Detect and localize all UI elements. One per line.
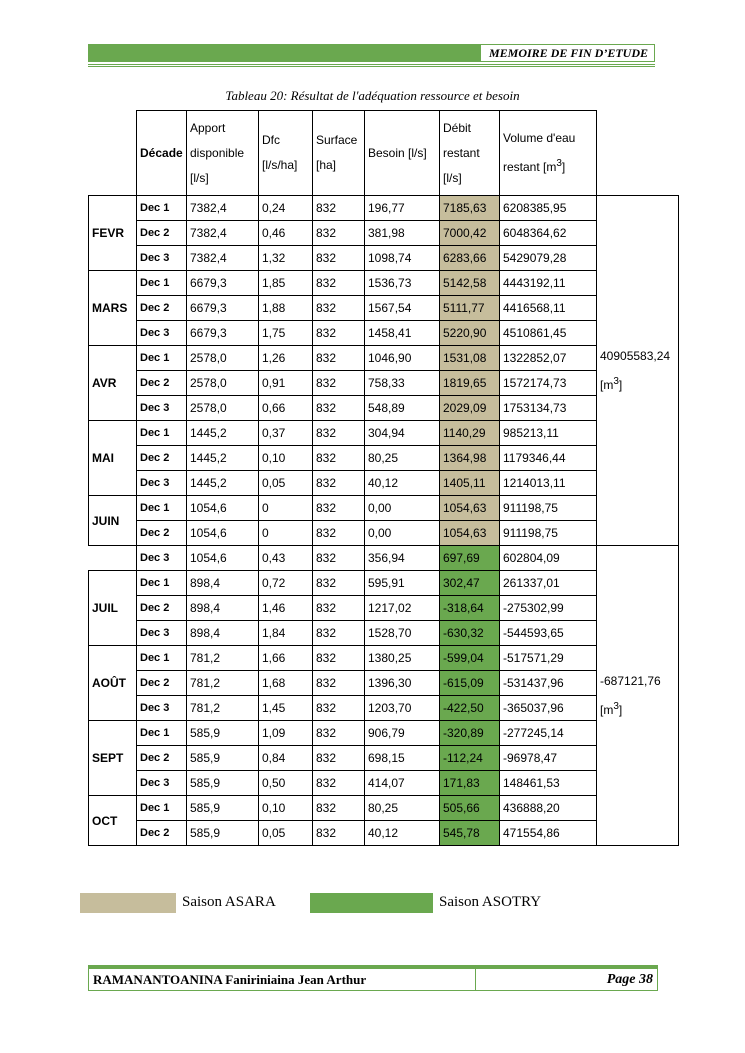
besoin-cell: 1396,30 (365, 671, 440, 696)
header-title: MEMOIRE DE FIN D’ETUDE (480, 44, 655, 62)
debit-cell: -599,04 (440, 646, 500, 671)
apport-cell: 1054,6 (187, 521, 259, 546)
month-cell: AVR (89, 346, 137, 421)
decade-cell: Dec 2 (137, 446, 187, 471)
table-row (89, 646, 679, 671)
dfc-cell: 0,10 (259, 446, 313, 471)
total-volume-unit-sup: 3 (613, 375, 619, 387)
month-cell: JUIN (89, 496, 137, 546)
debit-cell: 1531,08 (440, 346, 500, 371)
month-cell: AOÛT (89, 646, 137, 721)
debit-cell: 5220,90 (440, 321, 500, 346)
surface-cell: 832 (313, 646, 365, 671)
surface-cell: 832 (313, 596, 365, 621)
apport-cell: 1054,6 (187, 496, 259, 521)
volume-cell: -275302,99 (500, 596, 597, 621)
col-header-surface-line2: [ha] (316, 158, 337, 172)
table-row (89, 821, 679, 846)
besoin-cell: 196,77 (365, 196, 440, 221)
decade-cell: Dec 3 (137, 696, 187, 721)
apport-cell: 781,2 (187, 696, 259, 721)
apport-cell: 898,4 (187, 596, 259, 621)
dfc-cell: 1,88 (259, 296, 313, 321)
decade-cell: Dec 3 (137, 321, 187, 346)
decade-cell: Dec 1 (137, 646, 187, 671)
debit-cell: 5142,58 (440, 271, 500, 296)
total-volume-cell (597, 546, 679, 846)
decade-cell: Dec 1 (137, 721, 187, 746)
debit-cell: 505,66 (440, 796, 500, 821)
debit-cell: 1405,11 (440, 471, 500, 496)
dfc-cell: 0,43 (259, 546, 313, 571)
col-header-decade: Décade (137, 111, 187, 196)
apport-cell: 1054,6 (187, 546, 259, 571)
table-row (89, 621, 679, 646)
volume-cell: -365037,96 (500, 696, 597, 721)
volume-cell: -531437,96 (500, 671, 597, 696)
decade-cell: Dec 2 (137, 821, 187, 846)
debit-cell: 302,47 (440, 571, 500, 596)
footer-page-number: Page 38 (606, 972, 653, 987)
dfc-cell: 0,50 (259, 771, 313, 796)
apport-cell: 2578,0 (187, 346, 259, 371)
debit-cell: -320,89 (440, 721, 500, 746)
col-header-debit-line3: [l/s] (443, 170, 462, 185)
legend-swatch-asara (80, 893, 176, 913)
debit-cell: -318,64 (440, 596, 500, 621)
apport-cell: 898,4 (187, 571, 259, 596)
volume-cell: 6048364,62 (500, 221, 597, 246)
dfc-cell: 0 (259, 496, 313, 521)
header-blank-right (597, 111, 679, 196)
decade-cell: Dec 2 (137, 746, 187, 771)
volume-cell: 471554,86 (500, 821, 597, 846)
col-header-debit (440, 111, 500, 196)
table-row (89, 296, 679, 321)
dfc-cell: 0,91 (259, 371, 313, 396)
decade-cell: Dec 1 (137, 271, 187, 296)
decade-cell: Dec 2 (137, 521, 187, 546)
volume-cell: 4510861,45 (500, 321, 597, 346)
col-header-apport-line1: Apport (190, 120, 226, 135)
volume-cell: 1214013,11 (500, 471, 597, 496)
besoin-cell: 356,94 (365, 546, 440, 571)
besoin-cell: 381,98 (365, 221, 440, 246)
dfc-cell: 0,72 (259, 571, 313, 596)
decade-cell: Dec 3 (137, 546, 187, 571)
table-row (89, 546, 679, 571)
apport-cell: 585,9 (187, 796, 259, 821)
dfc-cell: 1,45 (259, 696, 313, 721)
dfc-cell: 1,46 (259, 596, 313, 621)
debit-cell: 1819,65 (440, 371, 500, 396)
volume-cell: 6208385,95 (500, 196, 597, 221)
col-header-volume-close: ] (561, 160, 566, 174)
volume-cell: 1753134,73 (500, 396, 597, 421)
surface-cell: 832 (313, 721, 365, 746)
apport-cell: 585,9 (187, 771, 259, 796)
debit-cell: -615,09 (440, 671, 500, 696)
besoin-cell: 906,79 (365, 721, 440, 746)
besoin-cell: 80,25 (365, 446, 440, 471)
apport-cell: 6679,3 (187, 296, 259, 321)
decade-cell: Dec 1 (137, 346, 187, 371)
decade-cell: Dec 3 (137, 246, 187, 271)
volume-cell: 1572174,73 (500, 371, 597, 396)
apport-cell: 2578,0 (187, 371, 259, 396)
surface-cell: 832 (313, 746, 365, 771)
decade-cell: Dec 3 (137, 396, 187, 421)
decade-cell: Dec 1 (137, 196, 187, 221)
table-row (89, 596, 679, 621)
decade-cell: Dec 1 (137, 496, 187, 521)
besoin-cell: 758,33 (365, 371, 440, 396)
besoin-cell: 1203,70 (365, 696, 440, 721)
table-row (89, 471, 679, 496)
surface-cell: 832 (313, 196, 365, 221)
dfc-cell: 1,84 (259, 621, 313, 646)
col-header-dfc-line1: Dfc (262, 133, 280, 147)
apport-cell: 1445,2 (187, 446, 259, 471)
month-cell: MARS (89, 271, 137, 346)
dfc-cell: 0,37 (259, 421, 313, 446)
month-cell: SEPT (89, 721, 137, 796)
besoin-cell: 1528,70 (365, 621, 440, 646)
dfc-cell: 1,09 (259, 721, 313, 746)
col-header-besoin: Besoin [l/s] (365, 111, 440, 196)
decade-cell: Dec 1 (137, 796, 187, 821)
surface-cell: 832 (313, 796, 365, 821)
besoin-cell: 1380,25 (365, 646, 440, 671)
surface-cell: 832 (313, 421, 365, 446)
surface-cell: 832 (313, 521, 365, 546)
decade-cell: Dec 1 (137, 421, 187, 446)
decade-cell: Dec 3 (137, 471, 187, 496)
month-cell: OCT (89, 796, 137, 846)
besoin-cell: 595,91 (365, 571, 440, 596)
besoin-cell: 1567,54 (365, 296, 440, 321)
surface-cell: 832 (313, 821, 365, 846)
volume-cell: -517571,29 (500, 646, 597, 671)
month-cell: FEVR (89, 196, 137, 271)
table-header-row (89, 111, 679, 196)
surface-cell: 832 (313, 571, 365, 596)
surface-cell: 832 (313, 771, 365, 796)
table-row (89, 696, 679, 721)
table-row (89, 321, 679, 346)
table-row (89, 721, 679, 746)
dfc-cell: 0,46 (259, 221, 313, 246)
besoin-cell: 0,00 (365, 496, 440, 521)
dfc-cell: 0,66 (259, 396, 313, 421)
table-row (89, 771, 679, 796)
debit-cell: 1364,98 (440, 446, 500, 471)
debit-cell: 7000,42 (440, 221, 500, 246)
besoin-cell: 1217,02 (365, 596, 440, 621)
volume-cell: 5429079,28 (500, 246, 597, 271)
debit-cell: 1054,63 (440, 521, 500, 546)
decade-cell: Dec 2 (137, 371, 187, 396)
debit-cell: 6283,66 (440, 246, 500, 271)
table-row (89, 746, 679, 771)
col-header-volume (500, 111, 597, 196)
dfc-cell: 0 (259, 521, 313, 546)
surface-cell: 832 (313, 696, 365, 721)
dfc-cell: 1,32 (259, 246, 313, 271)
apport-cell: 7382,4 (187, 221, 259, 246)
apport-cell: 585,9 (187, 746, 259, 771)
dfc-cell: 1,68 (259, 671, 313, 696)
table-row (89, 346, 679, 371)
apport-cell: 6679,3 (187, 321, 259, 346)
besoin-cell: 1046,90 (365, 346, 440, 371)
table-row (89, 571, 679, 596)
surface-cell: 832 (313, 496, 365, 521)
apport-cell: 7382,4 (187, 246, 259, 271)
debit-cell: 2029,09 (440, 396, 500, 421)
total-volume-value: 40905583,24 (600, 348, 671, 363)
apport-cell: 6679,3 (187, 271, 259, 296)
volume-cell: 148461,53 (500, 771, 597, 796)
surface-cell: 832 (313, 471, 365, 496)
table-row (89, 271, 679, 296)
table-row (89, 671, 679, 696)
besoin-cell: 1098,74 (365, 246, 440, 271)
dfc-cell: 0,05 (259, 821, 313, 846)
col-header-apport (187, 111, 259, 196)
surface-cell: 832 (313, 546, 365, 571)
dfc-cell: 0,84 (259, 746, 313, 771)
volume-cell: 1179346,44 (500, 446, 597, 471)
dfc-cell: 0,10 (259, 796, 313, 821)
total-volume-cell (597, 196, 679, 546)
besoin-cell: 80,25 (365, 796, 440, 821)
dfc-cell: 0,05 (259, 471, 313, 496)
legend-label-asotry: Saison ASOTRY (439, 894, 542, 910)
apport-cell: 7382,4 (187, 196, 259, 221)
volume-cell: 4443192,11 (500, 271, 597, 296)
surface-cell: 832 (313, 671, 365, 696)
volume-cell: 602804,09 (500, 546, 597, 571)
col-header-volume-line1: Volume d'eau (503, 131, 576, 145)
month-cell: MAI (89, 421, 137, 496)
table-row (89, 196, 679, 221)
total-volume-unit: [m (600, 377, 614, 392)
decade-cell: Dec 3 (137, 621, 187, 646)
decade-cell: Dec 2 (137, 596, 187, 621)
debit-cell: -630,32 (440, 621, 500, 646)
volume-cell: 4416568,11 (500, 296, 597, 321)
decade-cell: Dec 2 (137, 221, 187, 246)
besoin-cell: 698,15 (365, 746, 440, 771)
apport-cell: 898,4 (187, 621, 259, 646)
apport-cell: 585,9 (187, 721, 259, 746)
table-row (89, 446, 679, 471)
debit-cell: -422,50 (440, 696, 500, 721)
col-header-volume-line2: restant [m (503, 160, 557, 174)
surface-cell: 832 (313, 621, 365, 646)
legend-label-asara: Saison ASARA (182, 894, 276, 910)
debit-cell: 545,78 (440, 821, 500, 846)
col-header-debit-line1: Débit (443, 120, 472, 135)
table-caption: Tableau 20: Résultat de l'adéquation ressource et besoin (225, 88, 520, 103)
besoin-cell: 1536,73 (365, 271, 440, 296)
apport-cell: 1445,2 (187, 471, 259, 496)
table-row (89, 396, 679, 421)
header-rule (88, 64, 655, 67)
volume-cell: 261337,01 (500, 571, 597, 596)
debit-cell: 1054,63 (440, 496, 500, 521)
table-row (89, 521, 679, 546)
debit-cell: 1140,29 (440, 421, 500, 446)
besoin-cell: 1458,41 (365, 321, 440, 346)
apport-cell: 1445,2 (187, 421, 259, 446)
col-header-surface-line1: Surface (316, 133, 358, 147)
volume-cell: 911198,75 (500, 521, 597, 546)
dfc-cell: 1,66 (259, 646, 313, 671)
total-volume-unit: [m (600, 702, 614, 717)
table-row (89, 796, 679, 821)
volume-cell: -544593,65 (500, 621, 597, 646)
table-row (89, 221, 679, 246)
col-header-dfc (259, 111, 313, 196)
dfc-cell: 1,85 (259, 271, 313, 296)
surface-cell: 832 (313, 321, 365, 346)
apport-cell: 2578,0 (187, 396, 259, 421)
surface-cell: 832 (313, 271, 365, 296)
col-header-dfc-line2: [l/s/ha] (262, 158, 298, 172)
decade-cell: Dec 2 (137, 296, 187, 321)
apport-cell: 585,9 (187, 821, 259, 846)
decade-cell: Dec 3 (137, 771, 187, 796)
surface-cell: 832 (313, 246, 365, 271)
volume-cell: 436888,20 (500, 796, 597, 821)
besoin-cell: 40,12 (365, 821, 440, 846)
table-row (89, 246, 679, 271)
debit-cell: 5111,77 (440, 296, 500, 321)
header-blank (89, 111, 137, 196)
surface-cell: 832 (313, 396, 365, 421)
debit-cell: 7185,63 (440, 196, 500, 221)
apport-cell: 781,2 (187, 646, 259, 671)
volume-cell: 1322852,07 (500, 346, 597, 371)
table-row (89, 421, 679, 446)
total-volume-value: -687121,76 (600, 673, 661, 688)
total-volume-unit-close: ] (618, 377, 623, 392)
table-row (89, 496, 679, 521)
apport-cell: 781,2 (187, 671, 259, 696)
footer-author: RAMANANTOANINA Faniriniaina Jean Arthur (93, 972, 367, 987)
col-header-apport-line3: [l/s] (190, 170, 209, 185)
total-volume-unit-sup: 3 (613, 700, 619, 712)
decade-cell: Dec 2 (137, 671, 187, 696)
col-header-debit-line2: restant (443, 145, 480, 160)
surface-cell: 832 (313, 371, 365, 396)
dfc-cell: 0,24 (259, 196, 313, 221)
dfc-cell: 1,75 (259, 321, 313, 346)
volume-cell: 985213,11 (500, 421, 597, 446)
dfc-cell: 1,26 (259, 346, 313, 371)
col-header-surface (313, 111, 365, 196)
volume-cell: 911198,75 (500, 496, 597, 521)
col-header-volume-sup: 3 (556, 158, 562, 169)
total-volume-unit-close: ] (618, 702, 623, 717)
empty-month-cell (89, 546, 137, 571)
besoin-cell: 548,89 (365, 396, 440, 421)
decade-cell: Dec 1 (137, 571, 187, 596)
month-cell: JUIL (89, 571, 137, 646)
besoin-cell: 304,94 (365, 421, 440, 446)
col-header-apport-line2: disponible (190, 145, 245, 160)
besoin-cell: 0,00 (365, 521, 440, 546)
besoin-cell: 414,07 (365, 771, 440, 796)
debit-cell: 171,83 (440, 771, 500, 796)
volume-cell: -96978,47 (500, 746, 597, 771)
surface-cell: 832 (313, 346, 365, 371)
legend-swatch-asotry (310, 893, 433, 913)
debit-cell: 697,69 (440, 546, 500, 571)
results-table (88, 110, 679, 846)
surface-cell: 832 (313, 221, 365, 246)
surface-cell: 832 (313, 296, 365, 321)
besoin-cell: 40,12 (365, 471, 440, 496)
volume-cell: -277245,14 (500, 721, 597, 746)
surface-cell: 832 (313, 446, 365, 471)
table-row (89, 371, 679, 396)
debit-cell: -112,24 (440, 746, 500, 771)
